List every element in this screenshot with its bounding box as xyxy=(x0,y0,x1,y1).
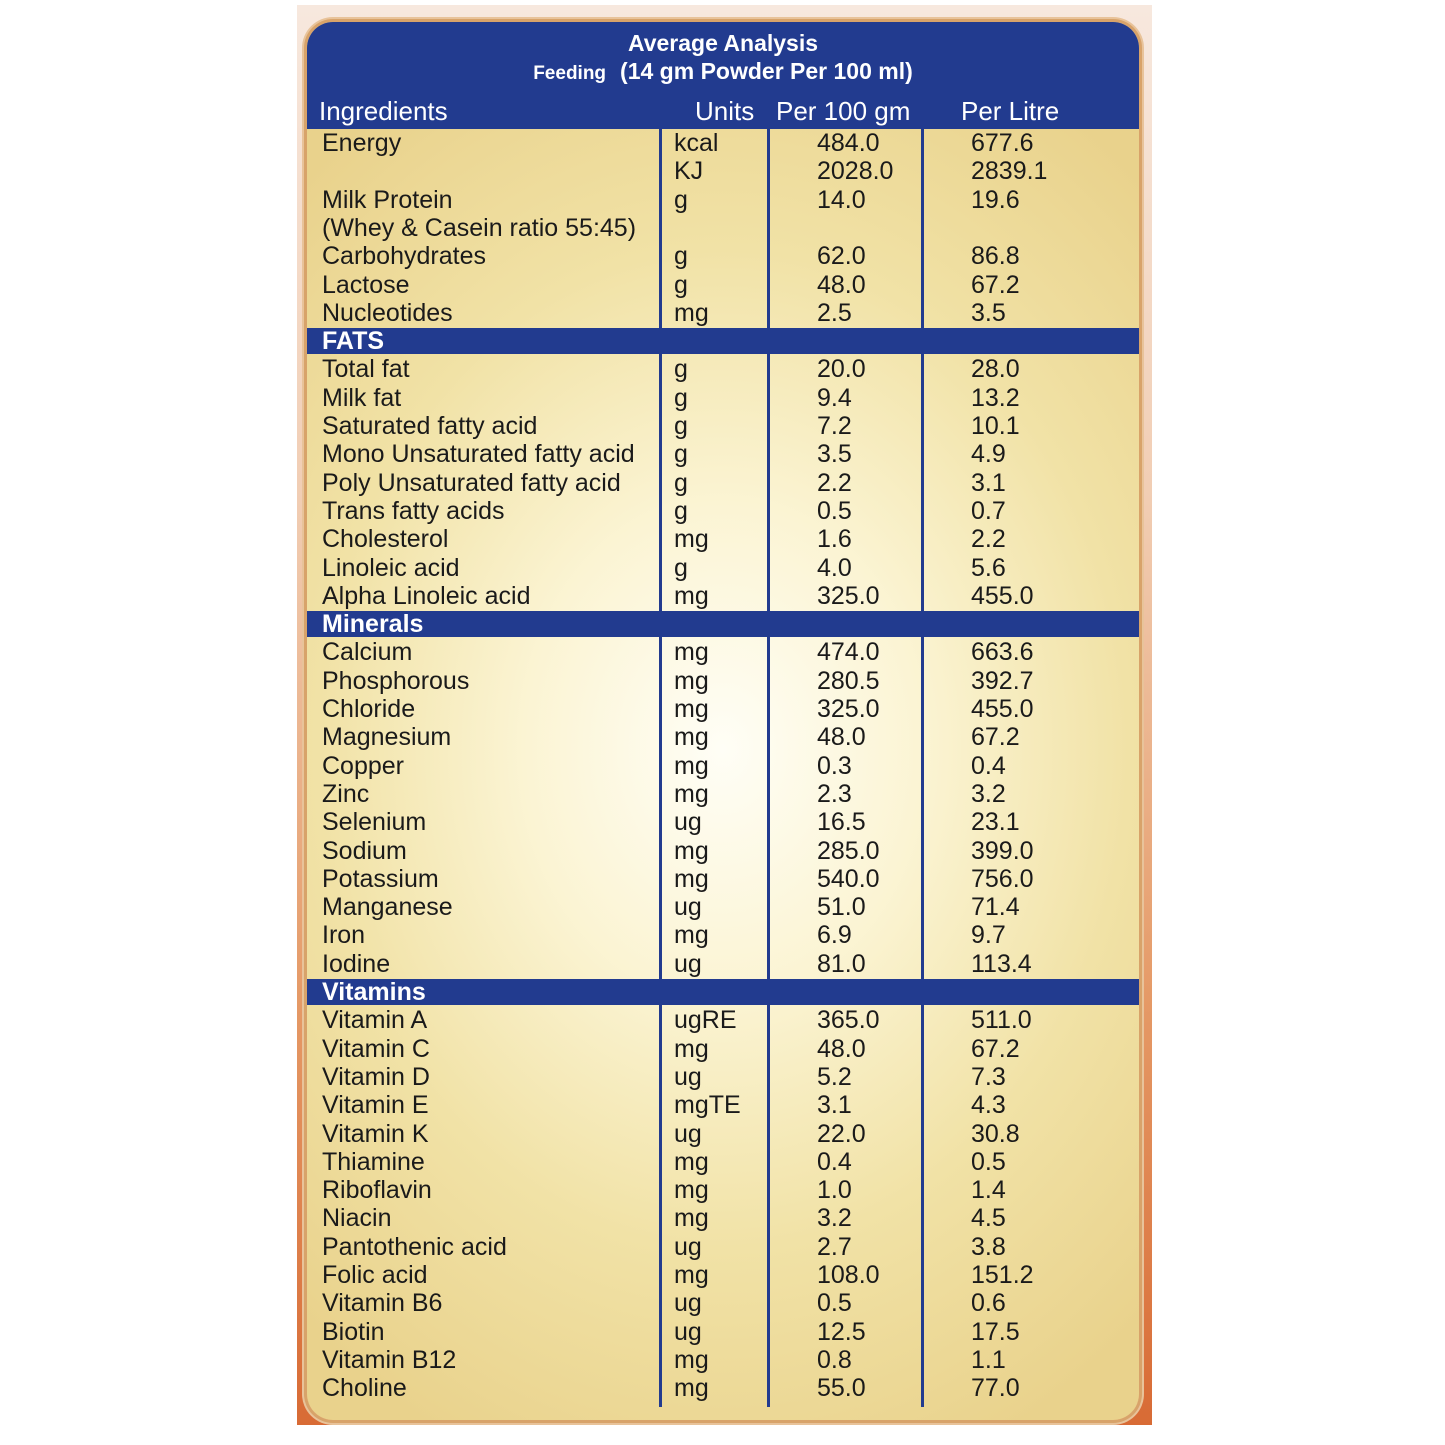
per100-cell: 280.5 xyxy=(817,666,880,695)
per100-cell: 325.0 xyxy=(817,581,880,610)
perlitre-cell: 0.4 xyxy=(971,751,1006,780)
table-row xyxy=(307,497,1139,525)
unit-cell: mg xyxy=(674,836,709,865)
table-row xyxy=(307,865,1139,893)
column-header-perlitre: Per Litre xyxy=(961,96,1060,126)
table-row xyxy=(307,1063,1139,1091)
ingredient-name: Potassium xyxy=(322,864,439,893)
table-row xyxy=(307,780,1139,808)
perlitre-cell: 399.0 xyxy=(971,836,1034,865)
ingredient-name: Poly Unsaturated fatty acid xyxy=(322,468,621,497)
perlitre-cell: 10.1 xyxy=(971,412,1020,440)
table-row xyxy=(307,638,1139,666)
ingredient-name: Calcium xyxy=(322,638,413,667)
perlitre-cell: 4.9 xyxy=(971,440,1006,469)
perlitre-cell: 3.8 xyxy=(971,1232,1006,1261)
ingredient-name: Trans fatty acids xyxy=(322,496,505,525)
perlitre-cell: 3.1 xyxy=(971,468,1006,497)
table-row xyxy=(307,808,1139,836)
table-row xyxy=(307,695,1139,723)
per100-cell: 12.5 xyxy=(817,1317,866,1346)
ingredient-name: Sodium xyxy=(322,836,407,865)
perlitre-cell: 4.3 xyxy=(971,1091,1006,1120)
perlitre-cell: 28.0 xyxy=(971,355,1020,384)
per100-cell: 22.0 xyxy=(817,1119,866,1148)
table-row xyxy=(307,355,1139,383)
table-row xyxy=(307,950,1139,978)
section-header-minerals-label: Minerals xyxy=(322,610,424,639)
ingredient-name: Riboflavin xyxy=(322,1176,432,1205)
table-row xyxy=(307,667,1139,695)
unit-cell: mg xyxy=(674,864,709,893)
per100-cell: 2.5 xyxy=(817,298,852,327)
per100-cell: 62.0 xyxy=(817,242,866,271)
table-row xyxy=(307,525,1139,553)
table-row xyxy=(307,186,1139,214)
ingredient-name: Zinc xyxy=(322,779,370,808)
perlitre-cell: 392.7 xyxy=(971,666,1034,695)
per100-cell: 0.8 xyxy=(817,1345,852,1374)
unit-cell: mg xyxy=(674,1345,709,1374)
table-row xyxy=(307,1318,1139,1346)
perlitre-cell: 756.0 xyxy=(971,864,1034,893)
perlitre-cell: 663.6 xyxy=(971,638,1034,667)
section-header-fats xyxy=(307,328,1139,354)
unit-cell: mg xyxy=(674,1147,709,1176)
unit-cell: mg xyxy=(674,695,709,723)
perlitre-cell: 0.5 xyxy=(971,1147,1006,1176)
per100-cell: 3.1 xyxy=(817,1091,852,1120)
ingredient-name: Mono Unsaturated fatty acid xyxy=(322,440,635,469)
table-row xyxy=(307,582,1139,610)
per100-cell: 540.0 xyxy=(817,864,880,893)
per100-cell: 48.0 xyxy=(817,270,866,299)
ingredient-name: Linoleic acid xyxy=(322,553,460,582)
table-row xyxy=(307,214,1139,242)
section-header-minerals xyxy=(307,611,1139,637)
ingredient-name: Vitamin B12 xyxy=(322,1345,457,1374)
ingredient-name: Vitamin A xyxy=(322,1006,428,1035)
unit-cell: ug xyxy=(674,893,702,922)
unit-cell: g xyxy=(674,242,688,271)
perlitre-cell: 455.0 xyxy=(971,695,1034,723)
per100-cell: 7.2 xyxy=(817,412,852,440)
table-row xyxy=(307,412,1139,440)
perlitre-cell: 113.4 xyxy=(971,949,1032,978)
table-row xyxy=(307,1035,1139,1063)
table-row xyxy=(307,1091,1139,1119)
ingredient-name: Lactose xyxy=(322,270,410,299)
unit-cell: ug xyxy=(674,1232,702,1261)
ingredient-name: Thiamine xyxy=(322,1147,425,1176)
perlitre-cell: 2.2 xyxy=(971,525,1006,554)
per100-cell: 285.0 xyxy=(817,836,880,865)
table-row xyxy=(307,1148,1139,1176)
table-row xyxy=(307,1120,1139,1148)
ingredient-name: Milk fat xyxy=(322,383,402,412)
unit-cell: g xyxy=(674,496,688,525)
table-row xyxy=(307,469,1139,497)
perlitre-cell: 71.4 xyxy=(971,893,1020,922)
per100-cell: 0.5 xyxy=(817,496,852,525)
perlitre-cell: 23.1 xyxy=(971,808,1020,837)
per100-cell: 51.0 xyxy=(817,893,866,922)
perlitre-cell: 151.2 xyxy=(971,1261,1034,1289)
unit-cell: g xyxy=(674,355,688,384)
ingredient-name: Saturated fatty acid xyxy=(322,412,538,440)
ingredient-name: Pantothenic acid xyxy=(322,1232,507,1261)
unit-cell: mg xyxy=(674,298,709,327)
perlitre-cell: 13.2 xyxy=(971,383,1020,412)
column-divider xyxy=(921,129,924,1407)
perlitre-cell: 3.5 xyxy=(971,298,1006,327)
perlitre-cell: 677.6 xyxy=(971,129,1034,157)
perlitre-cell: 17.5 xyxy=(971,1317,1020,1346)
unit-cell: mg xyxy=(674,779,709,808)
per100-cell: 81.0 xyxy=(817,949,866,978)
unit-cell: mg xyxy=(674,1261,709,1289)
unit-cell: g xyxy=(674,185,688,214)
perlitre-cell: 30.8 xyxy=(971,1119,1020,1148)
ingredient-name: Milk Protein xyxy=(322,185,453,214)
unit-cell: g xyxy=(674,412,688,440)
table-row xyxy=(307,921,1139,949)
table-row xyxy=(307,1233,1139,1261)
unit-cell: mg xyxy=(674,525,709,554)
unit-cell: mg xyxy=(674,1034,709,1063)
table-row xyxy=(307,242,1139,270)
unit-cell: mg xyxy=(674,1374,709,1403)
section-header-vitamins xyxy=(307,979,1139,1005)
section-header-fats-label: FATS xyxy=(322,327,385,356)
table-row xyxy=(307,1204,1139,1232)
unit-cell: ug xyxy=(674,1062,702,1091)
unit-cell: ug xyxy=(674,1317,702,1346)
per100-cell: 3.2 xyxy=(817,1204,852,1233)
subtitle-main: (14 gm Powder Per 100 ml) xyxy=(620,58,913,84)
unit-cell: mg xyxy=(674,638,709,667)
ingredient-name: (Whey & Casein ratio 55:45) xyxy=(322,213,637,242)
perlitre-cell: 3.2 xyxy=(971,779,1006,808)
ingredient-name: Carbohydrates xyxy=(322,242,486,271)
table-row xyxy=(307,893,1139,921)
per100-cell: 6.9 xyxy=(817,921,852,950)
unit-cell: kcal xyxy=(674,129,719,157)
per100-cell: 2028.0 xyxy=(817,157,894,186)
ingredient-name: Manganese xyxy=(322,893,453,922)
unit-cell: mg xyxy=(674,723,709,752)
per100-cell: 365.0 xyxy=(817,1006,880,1035)
ingredient-name: Niacin xyxy=(322,1204,392,1233)
perlitre-cell: 19.6 xyxy=(971,185,1020,214)
ingredient-name: Choline xyxy=(322,1374,407,1403)
table-row xyxy=(307,1261,1139,1289)
perlitre-cell: 511.0 xyxy=(971,1006,1032,1035)
unit-cell: mg xyxy=(674,1176,709,1205)
ingredient-name: Magnesium xyxy=(322,723,452,752)
ingredient-name: Biotin xyxy=(322,1317,385,1346)
table-subtitle xyxy=(307,58,1139,85)
unit-cell: ug xyxy=(674,1119,702,1148)
unit-cell: mg xyxy=(674,581,709,610)
subtitle-feeding: Feeding xyxy=(533,63,607,84)
table-row xyxy=(307,554,1139,582)
per100-cell: 20.0 xyxy=(817,355,866,384)
per100-cell: 5.2 xyxy=(817,1062,852,1091)
column-header-ingredients: Ingredients xyxy=(319,96,448,126)
table-row xyxy=(307,384,1139,412)
perlitre-cell: 0.7 xyxy=(971,496,1006,525)
perlitre-cell: 2839.1 xyxy=(971,157,1048,186)
table-row xyxy=(307,1346,1139,1374)
perlitre-cell: 1.1 xyxy=(971,1345,1006,1374)
per100-cell: 48.0 xyxy=(817,723,866,752)
unit-cell: mg xyxy=(674,751,709,780)
ingredient-name: Vitamin E xyxy=(322,1091,429,1120)
unit-cell: g xyxy=(674,270,688,299)
per100-cell: 2.2 xyxy=(817,468,852,497)
ingredient-name: Nucleotides xyxy=(322,298,453,327)
table-row xyxy=(307,723,1139,751)
perlitre-cell: 86.8 xyxy=(971,242,1020,271)
per100-cell: 3.5 xyxy=(817,440,852,469)
table-row xyxy=(307,1374,1139,1402)
per100-cell: 1.0 xyxy=(817,1176,852,1205)
table-row xyxy=(307,1006,1139,1034)
ingredient-name: Copper xyxy=(322,751,404,780)
per100-cell: 9.4 xyxy=(817,383,852,412)
column-header-per100: Per 100 gm xyxy=(776,96,911,126)
per100-cell: 16.5 xyxy=(817,808,866,837)
unit-cell: ug xyxy=(674,808,702,837)
nutrition-table-card xyxy=(307,22,1139,1420)
ingredient-name: Selenium xyxy=(322,808,427,837)
per100-cell: 0.5 xyxy=(817,1289,852,1318)
table-row xyxy=(307,837,1139,865)
per100-cell: 0.4 xyxy=(817,1147,852,1176)
table-row xyxy=(307,271,1139,299)
perlitre-cell: 7.3 xyxy=(971,1062,1006,1091)
table-row xyxy=(307,1176,1139,1204)
ingredient-name: Iodine xyxy=(322,949,391,978)
unit-cell: mgTE xyxy=(674,1091,741,1120)
perlitre-cell: 5.6 xyxy=(971,553,1006,582)
unit-cell: g xyxy=(674,440,688,469)
section-header-vitamins-label: Vitamins xyxy=(322,978,426,1006)
unit-cell: g xyxy=(674,553,688,582)
ingredient-name: Energy xyxy=(322,129,402,157)
perlitre-cell: 0.6 xyxy=(971,1289,1006,1318)
unit-cell: mg xyxy=(674,666,709,695)
perlitre-cell: 67.2 xyxy=(971,1034,1020,1063)
unit-cell: mg xyxy=(674,921,709,950)
ingredient-name: Folic acid xyxy=(322,1261,428,1289)
ingredient-name: Vitamin D xyxy=(322,1062,430,1091)
unit-cell: KJ xyxy=(674,157,704,186)
ingredient-name: Alpha Linoleic acid xyxy=(322,581,531,610)
table-row xyxy=(307,440,1139,468)
perlitre-cell: 1.4 xyxy=(971,1176,1006,1205)
table-row xyxy=(307,299,1139,327)
perlitre-cell: 4.5 xyxy=(971,1204,1006,1233)
unit-cell: g xyxy=(674,383,688,412)
ingredient-name: Vitamin C xyxy=(322,1034,430,1063)
column-divider xyxy=(767,129,770,1407)
unit-cell: ug xyxy=(674,949,702,978)
perlitre-cell: 67.2 xyxy=(971,723,1020,752)
perlitre-cell: 77.0 xyxy=(971,1374,1020,1403)
table-row xyxy=(307,1289,1139,1317)
per100-cell: 48.0 xyxy=(817,1034,866,1063)
per100-cell: 14.0 xyxy=(817,185,866,214)
ingredient-name: Total fat xyxy=(322,355,410,384)
per100-cell: 325.0 xyxy=(817,695,880,723)
column-divider xyxy=(659,129,662,1407)
ingredient-name: Chloride xyxy=(322,695,416,723)
per100-cell: 484.0 xyxy=(817,129,880,157)
perlitre-cell: 455.0 xyxy=(971,581,1034,610)
table-row xyxy=(307,129,1139,157)
table-row xyxy=(307,157,1139,185)
per100-cell: 55.0 xyxy=(817,1374,866,1403)
unit-cell: ug xyxy=(674,1289,702,1318)
column-header-units: Units xyxy=(695,96,755,126)
ingredient-name: Vitamin K xyxy=(322,1119,429,1148)
perlitre-cell: 67.2 xyxy=(971,270,1020,299)
per100-cell: 2.3 xyxy=(817,779,852,808)
table-header xyxy=(307,22,1139,129)
per100-cell: 4.0 xyxy=(817,553,852,582)
table-title: Average Analysis xyxy=(627,30,819,56)
per100-cell: 0.3 xyxy=(817,751,852,780)
per100-cell: 474.0 xyxy=(817,638,880,667)
unit-cell: ugRE xyxy=(674,1006,737,1035)
per100-cell: 2.7 xyxy=(817,1232,852,1261)
unit-cell: mg xyxy=(674,1204,709,1233)
table-row xyxy=(307,752,1139,780)
unit-cell: g xyxy=(674,468,688,497)
ingredient-name: Vitamin B6 xyxy=(322,1289,443,1318)
ingredient-name: Phosphorous xyxy=(322,666,470,695)
perlitre-cell: 9.7 xyxy=(971,921,1006,950)
ingredient-name: Iron xyxy=(322,921,366,950)
per100-cell: 108.0 xyxy=(817,1261,880,1289)
per100-cell: 1.6 xyxy=(817,525,852,554)
ingredient-name: Cholesterol xyxy=(322,525,449,554)
